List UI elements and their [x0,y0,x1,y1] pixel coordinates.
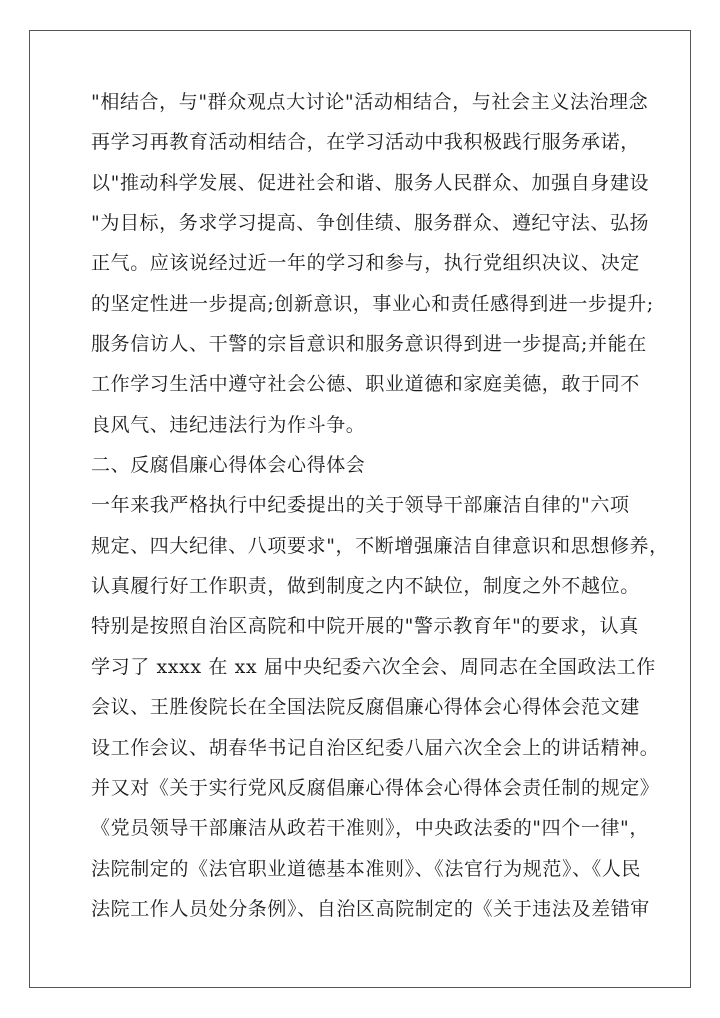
text-line: 设工作会议、胡春华书记自治区纪委八届六次全会上的讲话精神。 [91,736,660,759]
text-line: 法院制定的《法官职业道德基本准则》、《法官行为规范》、《人民 [91,857,642,880]
text-line: 认真履行好工作职责，做到制度之内不缺位，制度之外不越位。 [91,575,640,598]
text-line: 特别是按照自治区高院和中院开展的"警示教育年"的要求，认真 [91,615,639,638]
text-line: 再学习再教育活动相结合，在学习活动中我积极践行服务承诺， [91,131,640,154]
text-line: 《党员领导干部廉洁从政若干准则》，中央政法委的"四个一律"， [91,817,649,840]
document-body [91,82,669,929]
text-line: 正气。应该说经过近一年的学习和参与，执行党组织决议、决定 [91,252,640,275]
text-line: 规定、四大纪律、八项要求"，不断增强廉洁自律意识和思想修养， [91,534,669,557]
text-line: 工作学习生活中遵守社会公德、职业道德和家庭美德，敢于同不 [91,373,640,396]
text-line: 以"推动科学发展、促进社会和谐、服务人民群众、加强自身建设 [91,171,650,194]
text-line: "为目标，务求学习提高、争创佳绩、服务群众、遵纪守法、弘扬 [91,212,650,235]
text-line: 并又对《关于实行党风反腐倡廉心得体会心得体会责任制的规定》 [91,776,660,799]
text-line: 良风气、违纪违法行为作斗争。 [91,413,366,436]
text-line: 会议、王胜俊院长在全国法院反腐倡廉心得体会心得体会范文建 [91,696,640,719]
text-line: 的坚定性进一步提高;创新意识，事业心和责任感得到进一步提升; [91,292,654,315]
text-line: 学习了 xxxx 在 xx 届中央纪委六次全会、周同志在全国政法工作 [91,655,656,678]
text-line: 一年来我严格执行中纪委提出的关于领导干部廉洁自律的"六项 [91,494,630,517]
section-heading: 二、反腐倡廉心得体会心得体会 [91,454,366,477]
text-line: 法院工作人员处分条例》、自治区高院制定的《关于违法及差错审 [91,897,650,920]
text-line: 服务信访人、干警的宗旨意识和服务意识得到进一步提高;并能在 [91,333,647,356]
text-line: "相结合，与"群众观点大讨论"活动相结合，与社会主义法治理念 [91,91,649,113]
